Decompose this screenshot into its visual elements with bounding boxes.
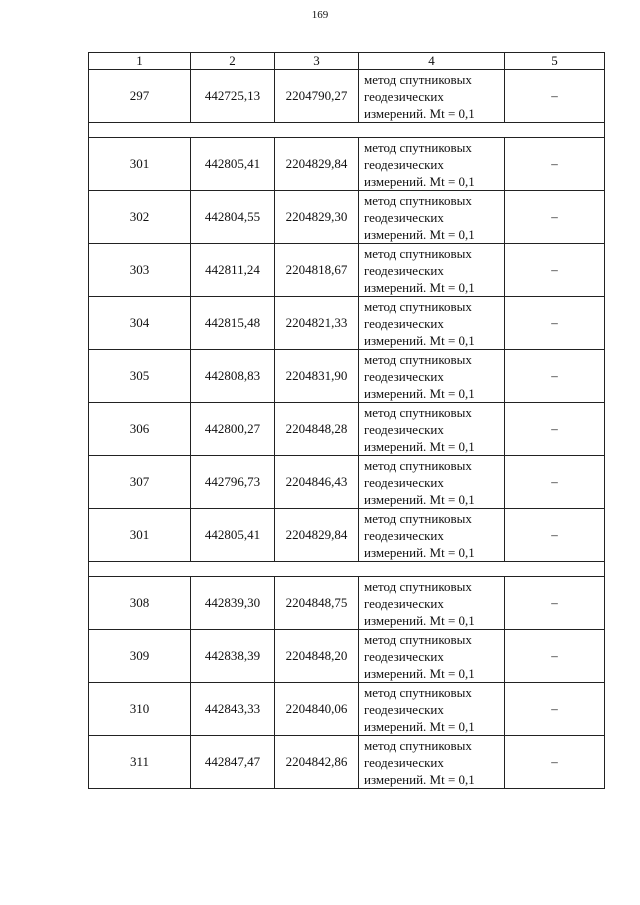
x-coordinate-cell: 442725,13 (191, 70, 275, 123)
point-number-cell: 305 (89, 350, 191, 403)
point-number-cell: 303 (89, 244, 191, 297)
method-cell (359, 350, 505, 403)
method-line: измерений. Mt = 0,1 (364, 771, 475, 787)
y-coordinate-cell: 2204829,84 (275, 509, 359, 562)
note-cell: – (505, 683, 605, 736)
table-row (89, 577, 605, 630)
point-number-cell: 308 (89, 577, 191, 630)
y-coordinate-cell: 2204848,75 (275, 577, 359, 630)
method-line: геодезических (364, 156, 444, 172)
method-line: измерений. Mt = 0,1 (364, 491, 475, 507)
point-number-cell: 301 (89, 138, 191, 191)
method-line: метод спутниковых (364, 245, 472, 261)
x-coordinate-cell: 442839,30 (191, 577, 275, 630)
point-number-cell: 311 (89, 736, 191, 789)
method-line: метод спутниковых (364, 351, 472, 367)
header-cell-4: 4 (359, 53, 505, 70)
method-line: измерений. Mt = 0,1 (364, 173, 475, 189)
table-row (89, 244, 605, 297)
note-cell: – (505, 456, 605, 509)
method-cell (359, 70, 505, 123)
point-number-cell: 302 (89, 191, 191, 244)
method-line: измерений. Mt = 0,1 (364, 279, 475, 295)
y-coordinate-cell: 2204848,28 (275, 403, 359, 456)
note-cell: – (505, 70, 605, 123)
y-coordinate-cell: 2204821,33 (275, 297, 359, 350)
page-number: 169 (311, 9, 329, 21)
table-row (89, 191, 605, 244)
x-coordinate-cell: 442843,33 (191, 683, 275, 736)
y-coordinate-cell: 2204829,84 (275, 138, 359, 191)
x-coordinate-cell: 442804,55 (191, 191, 275, 244)
separator-cell (89, 562, 605, 577)
method-line: измерений. Mt = 0,1 (364, 226, 475, 242)
point-number-cell: 297 (89, 70, 191, 123)
method-cell (359, 191, 505, 244)
header-cell-2: 2 (191, 53, 275, 70)
method-line: геодезических (364, 315, 444, 331)
table-row (89, 297, 605, 350)
method-cell (359, 630, 505, 683)
point-number-cell: 307 (89, 456, 191, 509)
method-line: метод спутниковых (364, 578, 472, 594)
x-coordinate-cell: 442800,27 (191, 403, 275, 456)
table-row (89, 138, 605, 191)
note-cell: – (505, 577, 605, 630)
method-line: измерений. Mt = 0,1 (364, 544, 475, 560)
method-line: метод спутниковых (364, 457, 472, 473)
header-cell-5: 5 (505, 53, 605, 70)
note-cell: – (505, 138, 605, 191)
note-cell: – (505, 403, 605, 456)
note-cell: – (505, 191, 605, 244)
method-line: измерений. Mt = 0,1 (364, 332, 475, 348)
method-line: метод спутниковых (364, 404, 472, 420)
group-separator-row (89, 562, 605, 577)
point-number-cell: 306 (89, 403, 191, 456)
method-line: геодезических (364, 368, 444, 384)
y-coordinate-cell: 2204846,43 (275, 456, 359, 509)
y-coordinate-cell: 2204818,67 (275, 244, 359, 297)
method-line: метод спутниковых (364, 510, 472, 526)
method-line: измерений. Mt = 0,1 (364, 665, 475, 681)
x-coordinate-cell: 442805,41 (191, 509, 275, 562)
y-coordinate-cell: 2204848,20 (275, 630, 359, 683)
method-cell (359, 138, 505, 191)
method-line: геодезических (364, 527, 444, 543)
x-coordinate-cell: 442838,39 (191, 630, 275, 683)
table-header-row (89, 53, 605, 70)
method-line: метод спутниковых (364, 139, 472, 155)
table-row (89, 630, 605, 683)
y-coordinate-cell: 2204790,27 (275, 70, 359, 123)
method-line: геодезических (364, 595, 444, 611)
method-cell (359, 736, 505, 789)
method-line: геодезических (364, 421, 444, 437)
method-line: геодезических (364, 701, 444, 717)
x-coordinate-cell: 442808,83 (191, 350, 275, 403)
x-coordinate-cell: 442805,41 (191, 138, 275, 191)
x-coordinate-cell: 442815,48 (191, 297, 275, 350)
table-row (89, 456, 605, 509)
method-line: геодезических (364, 754, 444, 770)
note-cell: – (505, 736, 605, 789)
method-cell (359, 244, 505, 297)
method-line: метод спутниковых (364, 298, 472, 314)
separator-cell (89, 123, 605, 138)
note-cell: – (505, 244, 605, 297)
method-line: метод спутниковых (364, 631, 472, 647)
table-row (89, 736, 605, 789)
method-cell (359, 297, 505, 350)
method-line: геодезических (364, 474, 444, 490)
method-cell (359, 403, 505, 456)
table-row (89, 70, 605, 123)
method-line: геодезических (364, 262, 444, 278)
y-coordinate-cell: 2204831,90 (275, 350, 359, 403)
table-row (89, 350, 605, 403)
point-number-cell: 309 (89, 630, 191, 683)
y-coordinate-cell: 2204842,86 (275, 736, 359, 789)
method-line: метод спутниковых (364, 71, 472, 87)
method-line: метод спутниковых (364, 192, 472, 208)
x-coordinate-cell: 442796,73 (191, 456, 275, 509)
point-number-cell: 304 (89, 297, 191, 350)
method-line: измерений. Mt = 0,1 (364, 718, 475, 734)
table-row (89, 403, 605, 456)
note-cell: – (505, 509, 605, 562)
note-cell: – (505, 350, 605, 403)
y-coordinate-cell: 2204840,06 (275, 683, 359, 736)
table-row (89, 509, 605, 562)
header-cell-3: 3 (275, 53, 359, 70)
method-cell (359, 509, 505, 562)
method-cell (359, 683, 505, 736)
y-coordinate-cell: 2204829,30 (275, 191, 359, 244)
method-line: измерений. Mt = 0,1 (364, 612, 475, 628)
note-cell: – (505, 297, 605, 350)
point-number-cell: 301 (89, 509, 191, 562)
note-cell: – (505, 630, 605, 683)
method-line: геодезических (364, 88, 444, 104)
table-row (89, 683, 605, 736)
method-line: метод спутниковых (364, 684, 472, 700)
point-number-cell: 310 (89, 683, 191, 736)
group-separator-row (89, 123, 605, 138)
method-line: метод спутниковых (364, 737, 472, 753)
header-cell-1: 1 (89, 53, 191, 70)
method-cell (359, 456, 505, 509)
method-line: измерений. Mt = 0,1 (364, 385, 475, 401)
method-line: геодезических (364, 209, 444, 225)
coordinates-table (88, 52, 605, 789)
method-line: геодезических (364, 648, 444, 664)
method-line: измерений. Mt = 0,1 (364, 438, 475, 454)
x-coordinate-cell: 442811,24 (191, 244, 275, 297)
method-cell (359, 577, 505, 630)
method-line: измерений. Mt = 0,1 (364, 105, 475, 121)
x-coordinate-cell: 442847,47 (191, 736, 275, 789)
